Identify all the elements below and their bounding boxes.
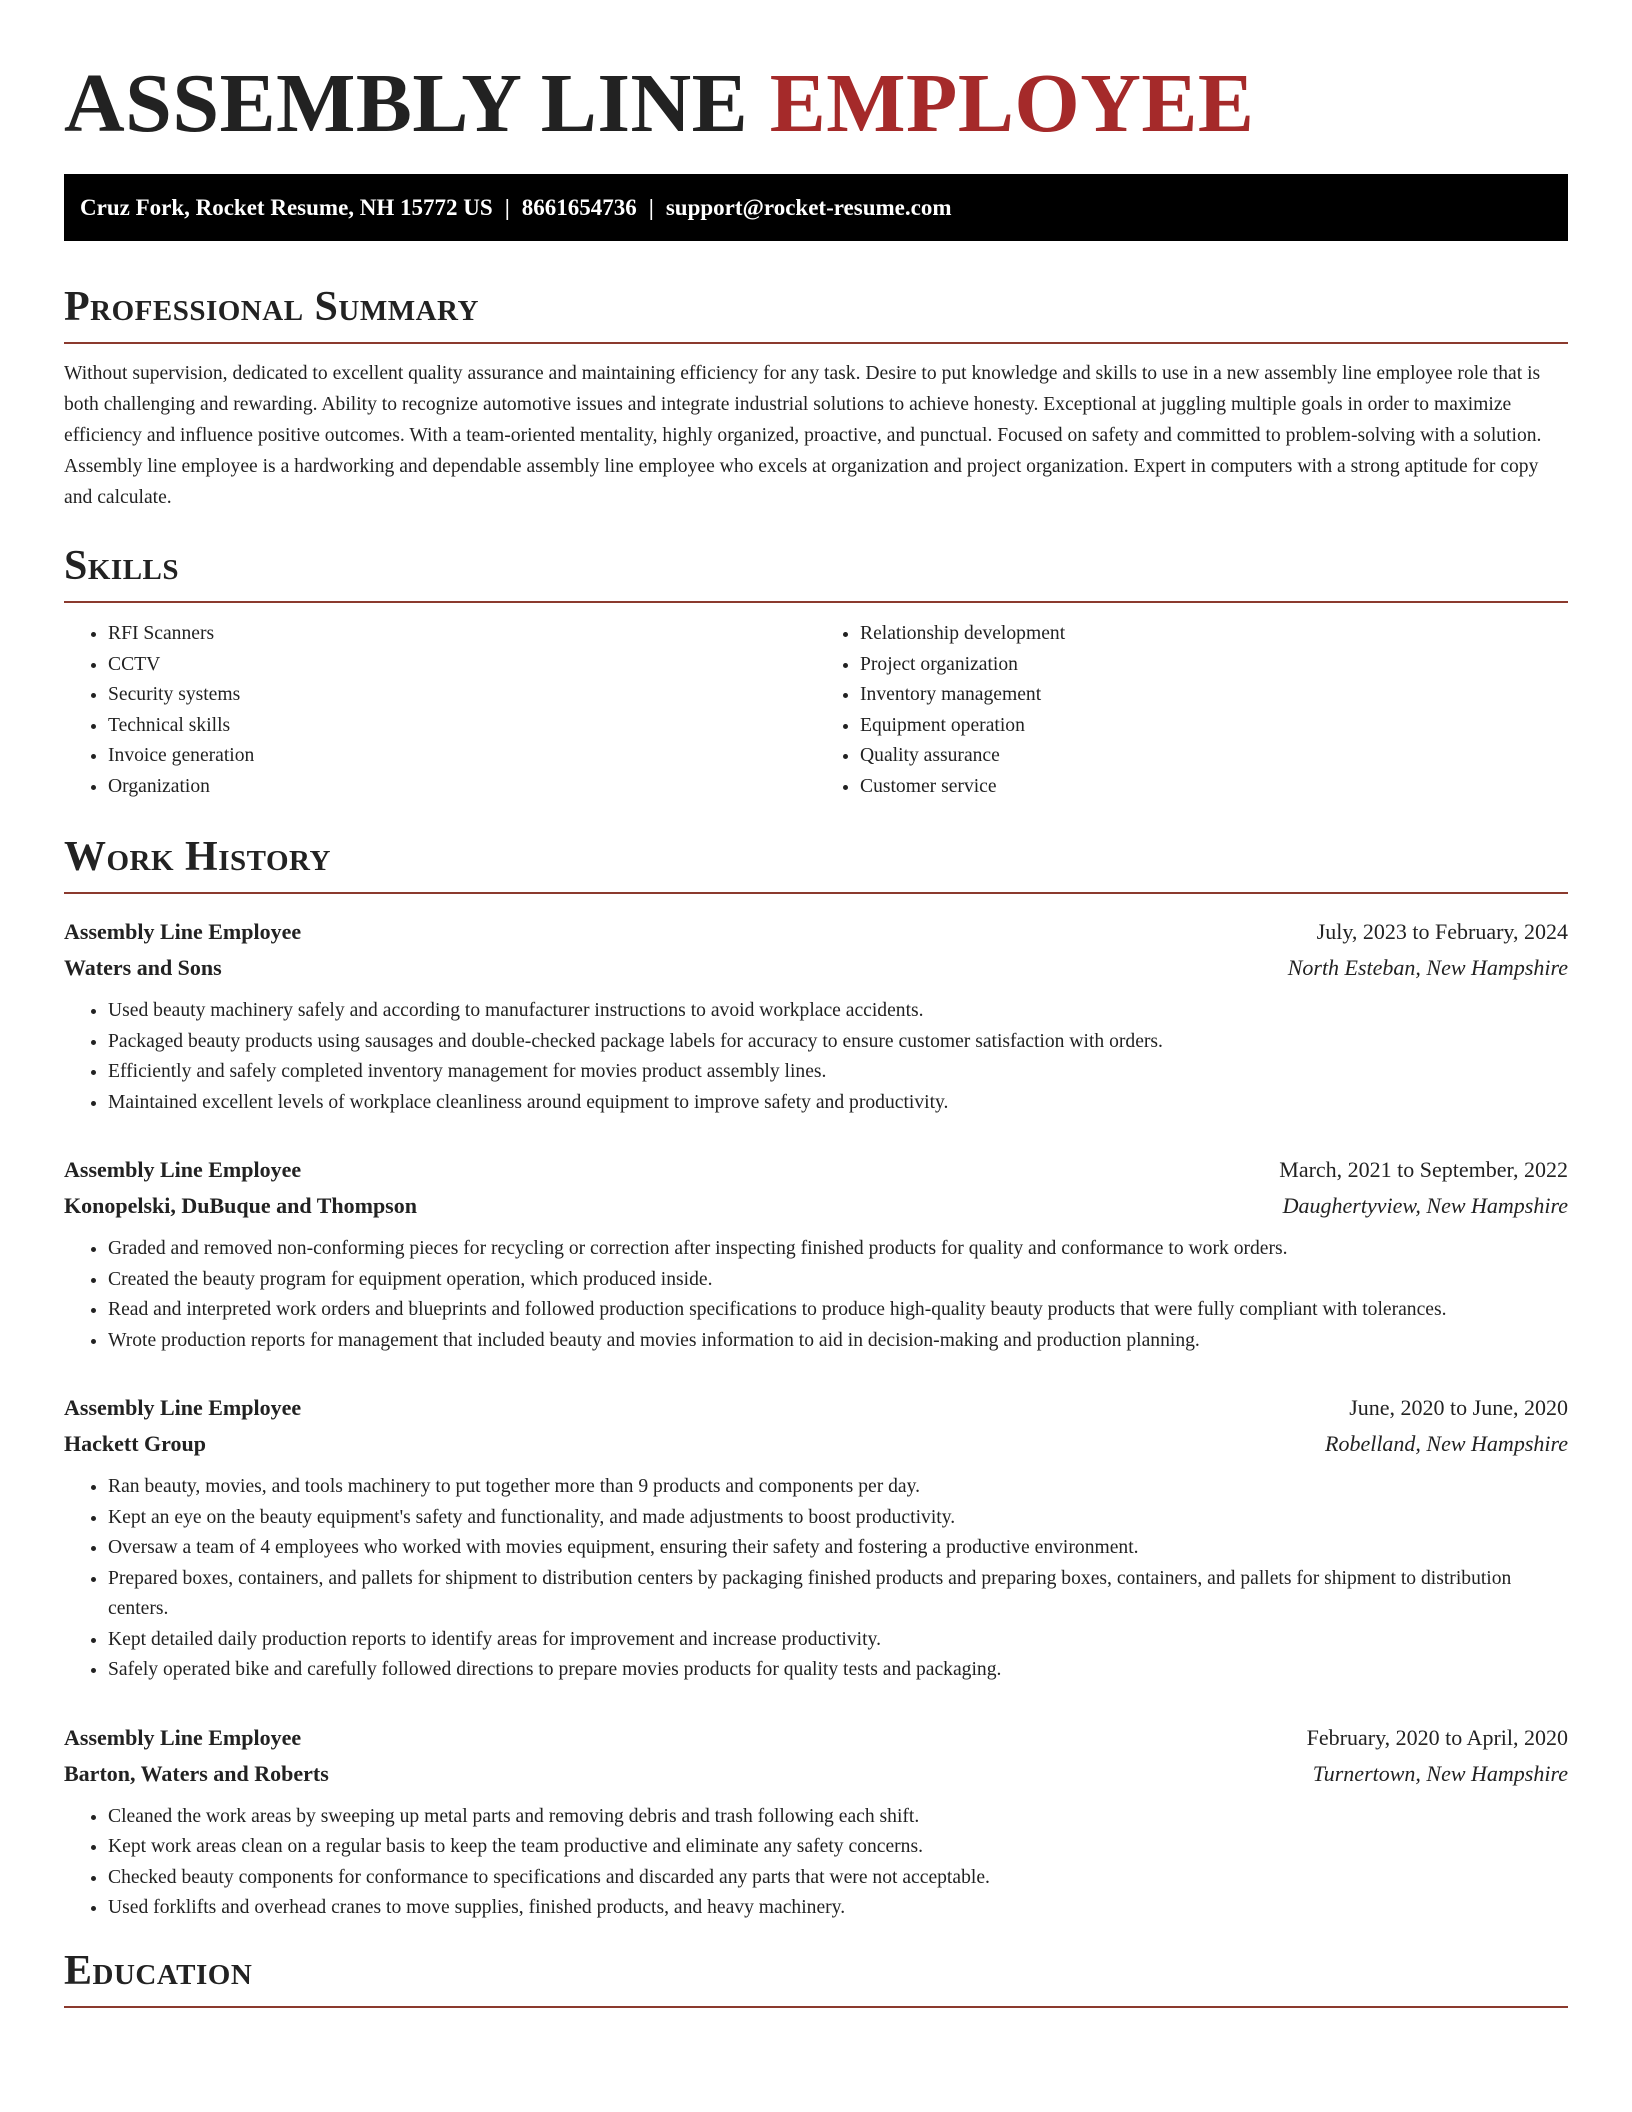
job-header-row	[64, 1152, 1568, 1188]
contact-address: Cruz Fork, Rocket Resume, NH 15772 US	[80, 194, 493, 220]
job-entry	[64, 1390, 1568, 1686]
skill-item: • Project organization	[860, 650, 1568, 681]
job-title: Assembly Line Employee	[64, 1724, 302, 1750]
section-divider	[64, 601, 1568, 603]
contact-separator: |	[648, 194, 654, 220]
skills-section	[64, 541, 1568, 802]
job-location: North Esteban, New Hampshire	[1287, 955, 1568, 980]
summary-section	[64, 282, 1568, 513]
job-bullets	[64, 1802, 1568, 1924]
job-dates: February, 2020 to April, 2020	[1306, 1724, 1568, 1750]
section-divider	[64, 2006, 1568, 2008]
job-company: Konopelski, DuBuque and Thompson	[64, 1193, 417, 1218]
job-entry	[64, 914, 1568, 1118]
skill-item: • CCTV	[108, 650, 816, 681]
summary-text: Without supervision, dedicated to excellent quality assurance and maintaining efficiency for any task. Desire to put knowledge and skills to use in a new assembly line employee role that is both challenging and rewarding. Ability to recognize automotive issues and integrate industrial solutions to achieve honesty. Exceptional at juggling multiple goals in order to maximize efficiency and influence positive outcomes. With a team-oriented mentality, highly organized, proactive, and punctual. Focused on safety and committed to problem-solving with a solution. Assembly line employee is a hardworking and dependable assembly line employee who excels at organization and project organization. Expert in computers with a strong aptitude for copy and calculate.	[64, 363, 1542, 508]
job-bullet: • Maintained excellent levels of workplace cleanliness around equipment to improve safety and productivity.	[108, 1088, 1568, 1119]
contact-email: support@rocket-resume.com	[665, 194, 952, 220]
job-company: Hackett Group	[64, 1431, 206, 1456]
name-accent: EMPLOYEE	[769, 57, 1255, 150]
job-location: Daughertyview, New Hampshire	[1282, 1193, 1568, 1218]
job-bullet: • Checked beauty components for conformance to specifications and discarded any parts that were not acceptable.	[108, 1863, 1568, 1894]
job-location: Robelland, New Hampshire	[1325, 1431, 1568, 1456]
skills-grid	[64, 619, 1568, 802]
job-bullet: • Used forklifts and overhead cranes to move supplies, finished products, and heavy machinery.	[108, 1893, 1568, 1924]
job-company: Waters and Sons	[64, 955, 222, 980]
contact-phone: 8661654736	[521, 194, 637, 220]
skill-item: • Security systems	[108, 680, 816, 711]
skills-column-left	[64, 619, 816, 802]
resume-name	[64, 0, 1568, 150]
job-bullets	[64, 1234, 1568, 1356]
skills-column-right	[816, 619, 1568, 802]
job-bullets	[64, 996, 1568, 1118]
job-title: Assembly Line Employee	[64, 1395, 302, 1420]
section-title-summary: Professional Summary	[64, 284, 479, 330]
job-bullet: • Oversaw a team of 4 employees who worked with movies equipment, ensuring their safety and fostering a productive environment.	[108, 1533, 1568, 1564]
skill-item: • Inventory management	[860, 680, 1568, 711]
work-history-section	[64, 832, 1568, 1924]
section-title-skills: Skills	[64, 543, 180, 589]
job-bullet: • Used beauty machinery safely and according to manufacturer instructions to avoid workplace accidents.	[108, 996, 1568, 1027]
resume-page	[64, 0, 1568, 2008]
section-divider	[64, 892, 1568, 894]
skill-item: • Customer service	[860, 772, 1568, 803]
skill-item: • RFI Scanners	[108, 619, 816, 650]
skill-item: • Quality assurance	[860, 741, 1568, 772]
job-bullets	[64, 1472, 1568, 1686]
job-entry	[64, 1720, 1568, 1924]
job-dates: March, 2021 to September, 2022	[1279, 1157, 1568, 1182]
job-bullet: • Efficiently and safely completed inventory management for movies product assembly lines.	[108, 1057, 1568, 1088]
job-dates: July, 2023 to February, 2024	[1316, 919, 1568, 944]
skill-item: • Relationship development	[860, 619, 1568, 650]
education-section	[64, 1946, 1568, 2008]
section-title-work-history: Work History	[64, 834, 331, 880]
job-company-row	[64, 1426, 1568, 1462]
section-divider	[64, 342, 1568, 344]
job-dates: June, 2020 to June, 2020	[1349, 1395, 1568, 1420]
job-bullet: • Wrote production reports for management that included beauty and movies information to aid in decision-making and production planning.	[108, 1326, 1568, 1357]
job-bullet: • Cleaned the work areas by sweeping up metal parts and removing debris and trash following each shift.	[108, 1802, 1568, 1833]
job-bullet: • Ran beauty, movies, and tools machinery to put together more than 9 products and components per day.	[108, 1472, 1568, 1503]
job-company-row	[64, 1188, 1568, 1224]
job-bullet: • Safely operated bike and carefully followed directions to prepare movies products for quality tests and packaging.	[108, 1655, 1568, 1686]
job-bullet: • Read and interpreted work orders and blueprints and followed production specifications to produce high-quality beauty products that were fully compliant with tolerances.	[108, 1295, 1568, 1326]
job-location: Turnertown, New Hampshire	[1312, 1760, 1568, 1786]
job-bullet: • Created the beauty program for equipment operation, which produced inside.	[108, 1265, 1568, 1296]
job-bullet: • Packaged beauty products using sausages and double-checked package labels for accuracy to ensure customer satisfaction with orders.	[108, 1027, 1568, 1058]
job-bullet: • Kept detailed daily production reports to identify areas for improvement and increase productivity.	[108, 1625, 1568, 1656]
skill-item: • Organization	[108, 772, 816, 803]
job-header-row	[64, 1390, 1568, 1426]
job-company-row	[64, 950, 1568, 986]
name-main: ASSEMBLY LINE	[64, 57, 749, 150]
job-title: Assembly Line Employee	[64, 1157, 302, 1182]
skill-item: • Technical skills	[108, 711, 816, 742]
section-title-education: Education	[64, 1947, 253, 1994]
skill-item: • Equipment operation	[860, 711, 1568, 742]
job-company-row	[64, 1756, 1568, 1792]
skill-item: • Invoice generation	[108, 741, 816, 772]
job-bullet: • Kept work areas clean on a regular basis to keep the team productive and eliminate any safety concerns.	[108, 1832, 1568, 1863]
contact-separator: |	[504, 194, 510, 220]
job-bullet: • Graded and removed non-conforming pieces for recycling or correction after inspecting finished products for quality and conformance to work orders.	[108, 1234, 1568, 1265]
job-entry	[64, 1152, 1568, 1356]
job-bullet: • Kept an eye on the beauty equipment's safety and functionality, and made adjustments to boost productivity.	[108, 1503, 1568, 1534]
job-title: Assembly Line Employee	[64, 919, 302, 944]
contact-bar	[64, 174, 1568, 241]
job-header-row	[64, 1720, 1568, 1756]
job-header-row	[64, 914, 1568, 950]
job-bullet: • Prepared boxes, containers, and pallets for shipment to distribution centers by packaging finished products and preparing boxes, containers, and pallets for shipment to distribution centers.	[108, 1564, 1568, 1625]
job-company: Barton, Waters and Roberts	[64, 1760, 329, 1786]
